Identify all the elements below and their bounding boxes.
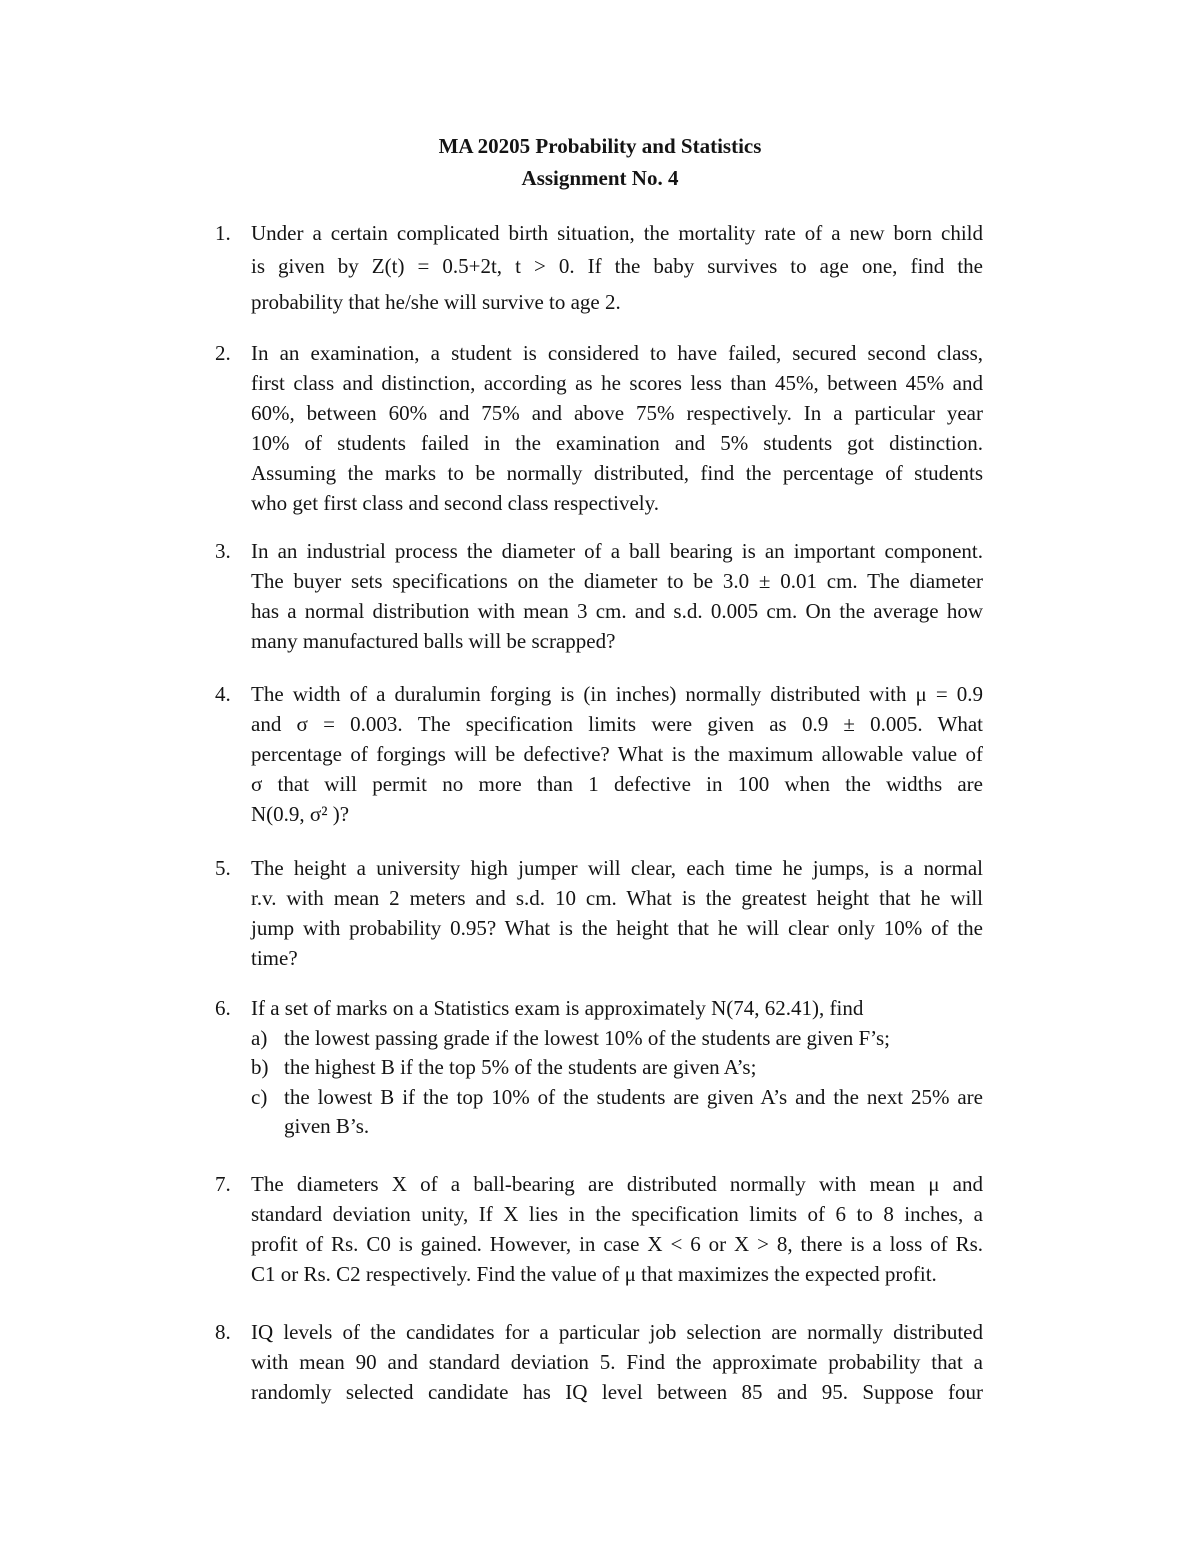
- question-line: and σ = 0.003. The specification limits were given as 0.9 ± 0.005. What: [251, 712, 983, 736]
- question-line: 60%, between 60% and 75% and above 75% respectively. In a particular year: [251, 401, 983, 425]
- course-title: MA 20205 Probability and Statistics: [438, 134, 762, 158]
- question-line: probability that he/she will survive to age 2.: [251, 290, 621, 314]
- question-line: In an examination, a student is considered to have failed, secured second class,: [251, 341, 983, 365]
- question-line: N(0.9, σ² )?: [251, 802, 350, 826]
- part-text-continued: given B’s.: [284, 1114, 370, 1138]
- question-line: C1 or Rs. C2 respectively. Find the value of μ that maximizes the expected profit.: [251, 1262, 937, 1286]
- question-part-b: [251, 1053, 983, 1083]
- part-label: b): [251, 1055, 269, 1079]
- question-line: who get first class and second class respectively.: [251, 491, 660, 515]
- question-line: The diameters X of a ball-bearing are distributed normally with mean μ and: [251, 1172, 983, 1196]
- question-line: percentage of forgings will be defective? What is the maximum allowable value of: [251, 742, 983, 766]
- question-number: 2.: [215, 341, 231, 365]
- question-line: 10% of students failed in the examination and 5% students got distinction.: [251, 431, 983, 455]
- question-line: with mean 90 and standard deviation 5. Find the approximate probability that a: [251, 1350, 983, 1374]
- question-line: σ that will permit no more than 1 defective in 100 when the widths are: [251, 772, 983, 796]
- question-part-c: [251, 1083, 983, 1113]
- part-text: the highest B if the top 5% of the students are given A’s;: [284, 1055, 757, 1079]
- question-number: 5.: [215, 856, 231, 880]
- question-number: 8.: [215, 1320, 231, 1344]
- question-line: Assuming the marks to be normally distributed, find the percentage of students: [251, 461, 983, 485]
- part-label: a): [251, 1025, 268, 1050]
- question-part-a: [251, 1024, 983, 1054]
- question-number: 4.: [215, 682, 231, 706]
- part-text: the lowest B if the top 10% of the students are given A’s and the next 25% are: [284, 1084, 983, 1109]
- question-line: standard deviation unity, If X lies in the specification limits of 6 to 8 inches, a: [251, 1202, 983, 1226]
- question-line: The height a university high jumper will clear, each time he jumps, is a normal: [251, 856, 983, 880]
- part-text: the lowest passing grade if the lowest 10% of the students are given F’s;: [284, 1025, 890, 1050]
- question-line: time?: [251, 946, 298, 970]
- question-line: Under a certain complicated birth situation, the mortality rate of a new born child: [251, 221, 983, 245]
- question-line: r.v. with mean 2 meters and s.d. 10 cm. What is the greatest height that he will: [251, 886, 983, 910]
- question-line: The buyer sets specifications on the diameter to be 3.0 ± 0.01 cm. The diameter: [251, 569, 983, 593]
- question-line: jump with probability 0.95? What is the height that he will clear only 10% of the: [251, 916, 983, 940]
- question-number: 7.: [215, 1172, 231, 1196]
- question-line: profit of Rs. C0 is gained. However, in case X < 6 or X > 8, there is a loss of Rs.: [251, 1232, 983, 1256]
- question-line: has a normal distribution with mean 3 cm. and s.d. 0.005 cm. On the average how: [251, 599, 983, 623]
- part-label: c): [251, 1084, 268, 1109]
- question-line: In an industrial process the diameter of a ball bearing is an important component.: [251, 539, 983, 563]
- question-number: 1.: [215, 221, 231, 245]
- question-line: randomly selected candidate has IQ level between 85 and 95. Suppose four: [251, 1380, 983, 1404]
- question-line: many manufactured balls will be scrapped?: [251, 629, 616, 653]
- question-line: first class and distinction, according as he scores less than 45%, between 45% and: [251, 371, 983, 395]
- question-line: is given by Z(t) = 0.5+2t, t > 0. If the baby survives to age one, find the: [251, 254, 983, 278]
- question-line: IQ levels of the candidates for a particular job selection are normally distributed: [251, 1320, 983, 1344]
- question-number: 3.: [215, 539, 231, 563]
- question-line: The width of a duralumin forging is (in inches) normally distributed with μ = 0.9: [251, 682, 983, 706]
- question-number: 6.: [215, 996, 231, 1020]
- assignment-title: Assignment No. 4: [521, 166, 679, 190]
- question-intro: If a set of marks on a Statistics exam is approximately N(74, 62.41), find: [251, 996, 864, 1020]
